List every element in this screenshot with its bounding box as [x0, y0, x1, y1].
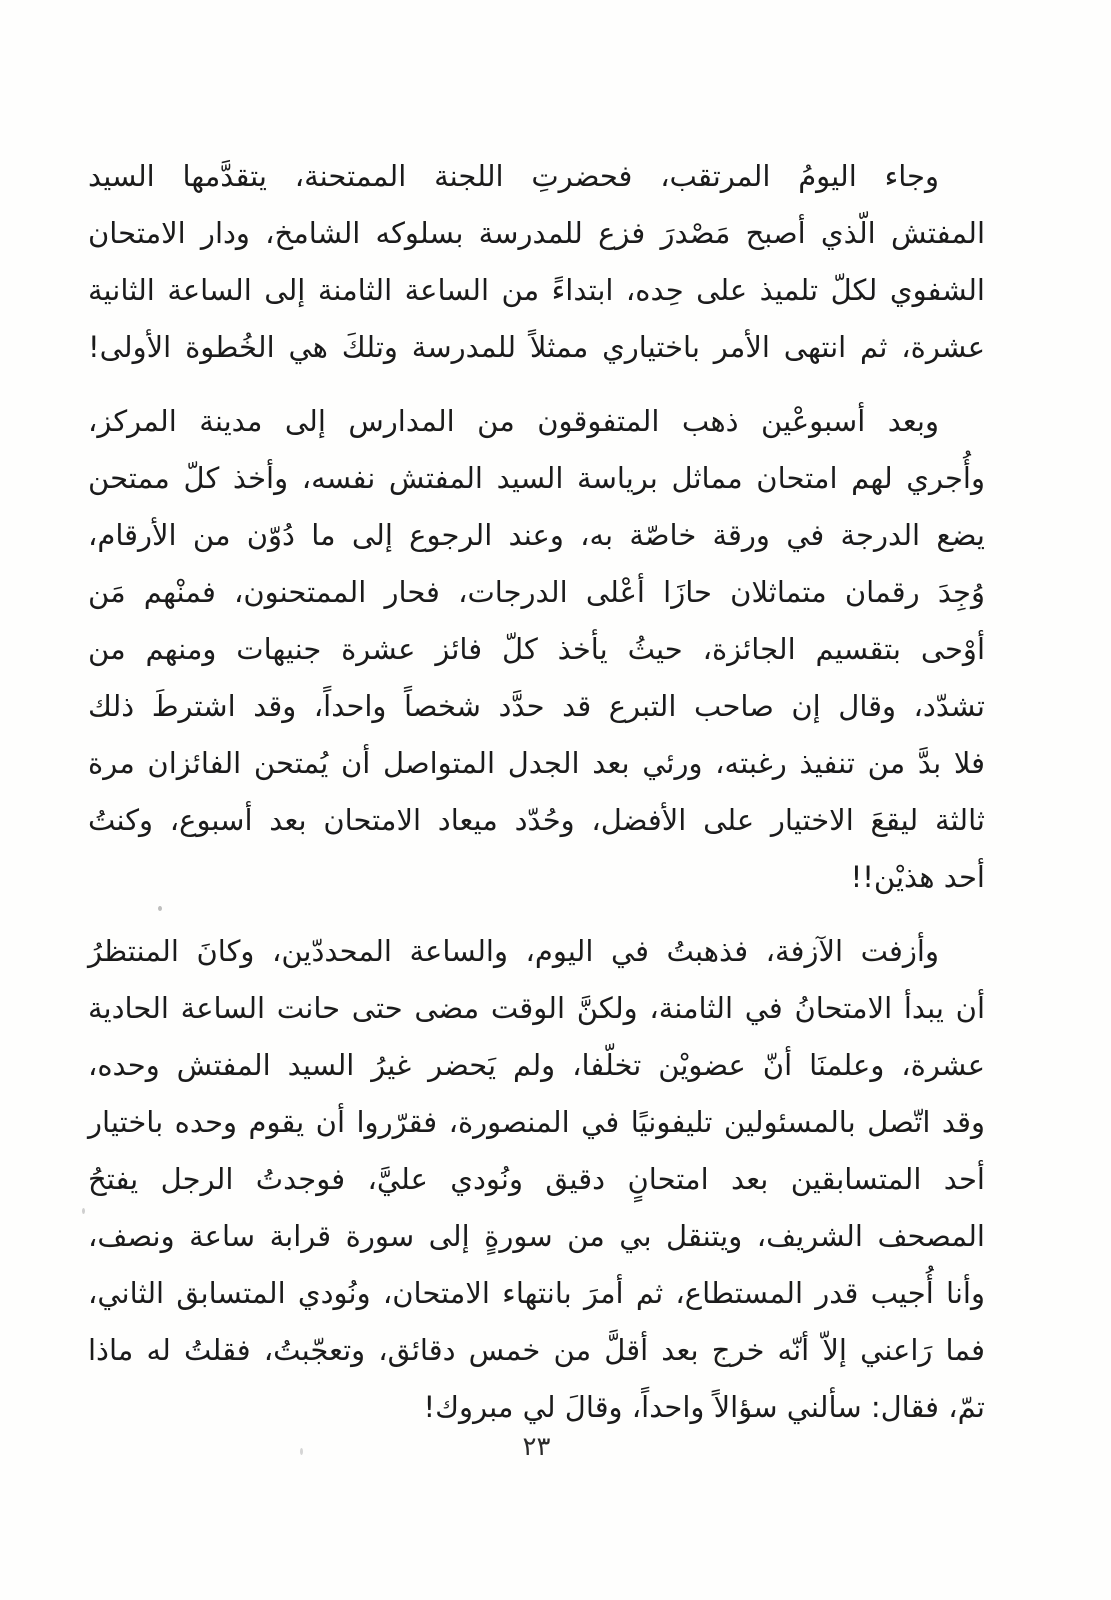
scan-speck: [158, 906, 162, 911]
text-line: المفتش الّذي أصبح مَصْدرَ فزع للمدرسة بسلوكه الشامخ، ودار الامتحان: [88, 216, 985, 250]
text-line: تمّ، فقال: سألني سؤالاً واحداً، وقالَ لي مبروك!: [423, 1390, 985, 1424]
text-line: يضع الدرجة في ورقة خاصّة به، وعند الرجوع إلى ما دُوّن من الأرقام،: [88, 518, 985, 552]
paragraph: [88, 148, 985, 376]
text-line: وبعد أسبوعْين ذهب المتفوقون من المدارس إلى مدينة المركز،: [88, 404, 939, 438]
text-line: الشفوي لكلّ تلميذ على حِده، ابتداءً من الساعة الثامنة إلى الساعة الثانية: [88, 273, 985, 307]
text-line: وقد اتّصل بالمسئولين تليفونيًا في المنصورة، فقرّروا أن يقوم وحده باختيار: [88, 1105, 985, 1139]
text-line: وجاء اليومُ المرتقب، فحضرتِ اللجنة الممتحنة، يتقدَّمها السيد: [88, 159, 939, 193]
page-text: [88, 148, 985, 1453]
text-line: وأنا أُجيب قدر المستطاع، ثم أمرَ بانتهاء الامتحان، ونُودي المتسابق الثاني،: [88, 1276, 985, 1310]
text-line: عشرة، ثم انتهى الأمر باختياري ممثلاً للمدرسة وتلكَ هي الخُطوة الأولى!: [88, 330, 985, 364]
text-line: عشرة، وعلمنَا أنّ عضويْن تخلّفا، ولم يَحضر غيرُ السيد المفتش وحده،: [88, 1048, 985, 1082]
scan-speck: [300, 1448, 303, 1455]
text-line: ثالثة ليقعَ الاختيار على الأفضل، وحُدّد ميعاد الامتحان بعد أسبوع، وكنتُ: [88, 803, 985, 837]
text-line: وُجِدَ رقمان متماثلان حازَا أعْلى الدرجات، فحار الممتحنون، فمنْهم مَن: [88, 575, 985, 609]
text-line: أحد هذيْن!!: [850, 860, 985, 894]
text-line: أحد المتسابقين بعد امتحانٍ دقيق ونُودي عليَّ، فوجدتُ الرجل يفتحُ: [88, 1162, 985, 1196]
text-line: فما رَاعني إلاّ أنّه خرج بعد أقلَّ من خمس دقائق، وتعجّبتُ، فقلتُ له ماذا: [88, 1333, 985, 1367]
text-line: أن يبدأ الامتحانُ في الثامنة، ولكنَّ الوقت مضى حتى حانت الساعة الحادية: [88, 991, 985, 1025]
text-line: وأُجري لهم امتحان مماثل برياسة السيد المفتش نفسه، وأخذ كلّ ممتحن: [88, 461, 985, 495]
text-line: وأزفت الآزفة، فذهبتُ في اليوم، والساعة المحددّين، وكانَ المنتظرُ: [88, 934, 939, 968]
text-line: تشدّد، وقال إن صاحب التبرع قد حدَّد شخصاً واحداً، وقد اشترطَ ذلك: [88, 689, 985, 723]
page-number: ٢٣: [522, 1432, 551, 1462]
text-line: فلا بدَّ من تنفيذ رغبته، ورئي بعد الجدل المتواصل أن يُمتحن الفائزان مرة: [88, 746, 985, 780]
scan-speck: [82, 1208, 85, 1214]
paragraph: [88, 393, 985, 906]
text-line: أوْحى بتقسيم الجائزة، حيثُ يأخذ كلّ فائز عشرة جنيهات ومنهم من: [88, 632, 985, 666]
text-line: المصحف الشريف، ويتنقل بي من سورةٍ إلى سورة قرابة ساعة ونصف،: [88, 1219, 985, 1253]
paragraph: [88, 923, 985, 1436]
